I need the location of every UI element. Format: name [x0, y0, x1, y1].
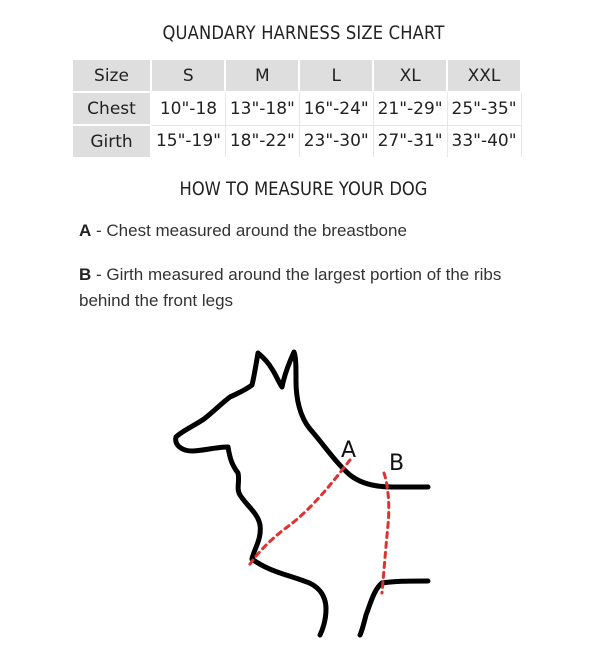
girth-l: 23"-30" [299, 125, 373, 157]
size-chart-title: QUANDARY HARNESS SIZE CHART [162, 22, 445, 44]
label-a: A [341, 438, 357, 463]
row-label-girth: Girth [73, 125, 151, 157]
label-b: B [389, 451, 405, 476]
chest-s: 10"-18 [151, 92, 225, 125]
measure-key-a: A [79, 221, 92, 240]
measure-key-b: B [79, 265, 92, 284]
table-header-row [73, 60, 521, 92]
table-row-chest [73, 92, 521, 125]
dog-measure-diagram [160, 335, 440, 640]
measure-item-a [79, 218, 529, 244]
header-xl: XL [373, 60, 447, 92]
dog-belly-outline [382, 581, 428, 583]
header-l: L [299, 60, 373, 92]
measure-title: HOW TO MEASURE YOUR DOG [179, 178, 428, 200]
chest-measure-line [248, 460, 350, 567]
measure-text-b: - Girth measured around the largest portion of the ribs behind the front legs [79, 265, 502, 310]
size-table [73, 60, 522, 157]
measure-text-a: - Chest measured around the breastbone [91, 221, 407, 240]
chest-xxl: 25"-35" [447, 92, 521, 125]
table-row-girth [73, 125, 521, 157]
chest-m: 13"-18" [225, 92, 299, 125]
girth-xl: 27"-31" [373, 125, 447, 157]
header-s: S [151, 60, 225, 92]
chest-l: 16"-24" [299, 92, 373, 125]
dog-front-leg-outline [252, 559, 326, 635]
row-label-chest: Chest [73, 92, 151, 125]
header-size: Size [73, 60, 151, 92]
girth-s: 15"-19" [151, 125, 225, 157]
header-m: M [225, 60, 299, 92]
girth-m: 18"-22" [225, 125, 299, 157]
dog-hind-outline [360, 583, 382, 635]
header-xxl: XXL [447, 60, 521, 92]
measure-item-b [79, 262, 529, 314]
chest-xl: 21"-29" [373, 92, 447, 125]
girth-xxl: 33"-40" [447, 125, 521, 157]
girth-measure-line [382, 473, 389, 593]
